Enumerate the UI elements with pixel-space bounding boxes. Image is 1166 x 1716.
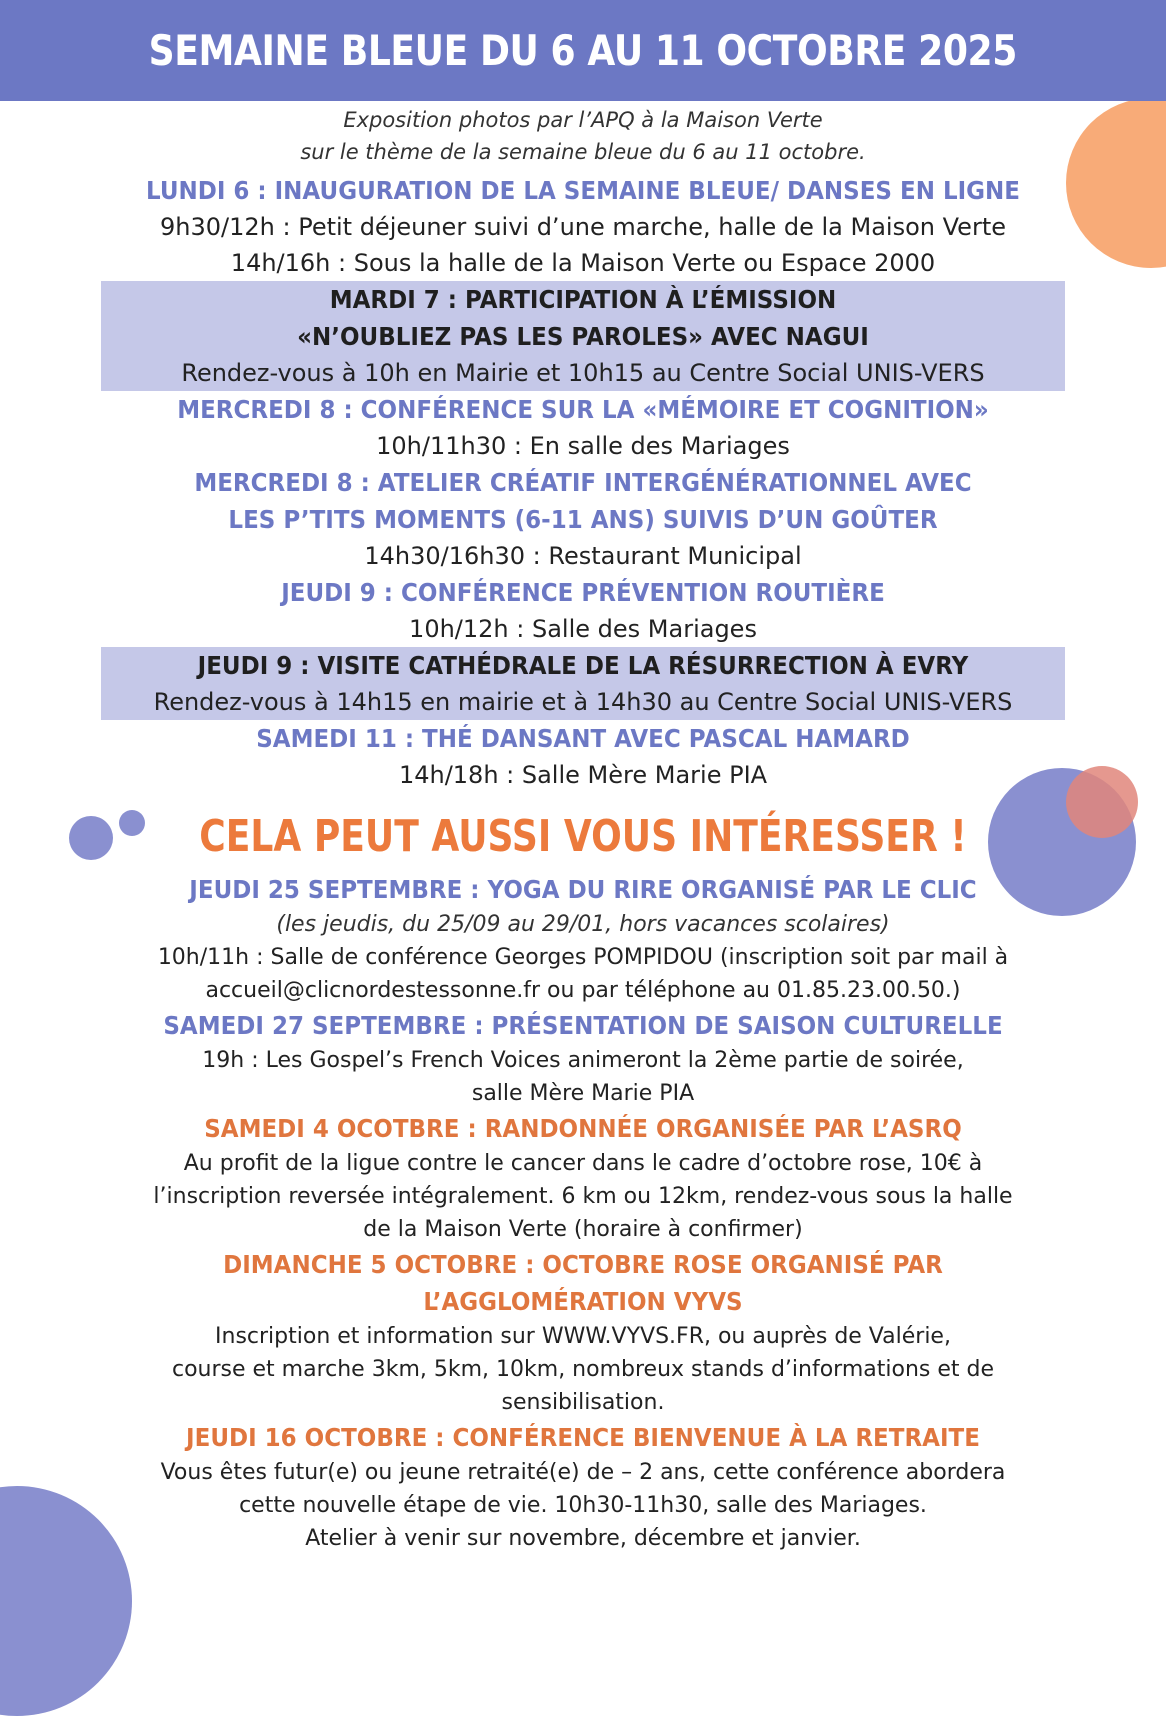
event-detail: l’inscription reversée intégralement. 6 km ou 12km, rendez-vous sous la halle: [153, 1184, 1013, 1209]
event-title: JEUDI 16 OCTOBRE : CONFÉRENCE BIENVENUE À LA RETRAITE: [186, 1423, 980, 1452]
event-detail: Vous êtes futur(e) ou jeune retraité(e) de – 2 ans, cette conférence abordera: [160, 1460, 1006, 1485]
event-detail: de la Maison Verte (horaire à confirmer): [363, 1217, 803, 1242]
event-title: MARDI 7 : PARTICIPATION À L’ÉMISSION: [329, 285, 837, 314]
event-title: L’AGGLOMÉRATION VYVS: [423, 1287, 743, 1316]
event-detail: 14h/18h : Salle Mère Marie PIA: [398, 761, 768, 789]
event-title: JEUDI 9 : VISITE CATHÉDRALE DE LA RÉSURRECTION À EVRY: [197, 651, 969, 680]
event-title: MERCREDI 8 : CONFÉRENCE SUR LA «MÉMOIRE ET COGNITION»: [177, 395, 989, 424]
event-detail: Atelier à venir sur novembre, décembre et janvier.: [305, 1526, 861, 1551]
event-lundi: [0, 172, 1166, 281]
event-mardi-highlight: [101, 281, 1065, 391]
event-detail: 14h/16h : Sous la halle de la Maison Verte ou Espace 2000: [230, 249, 936, 277]
interest-saison: [0, 1007, 1166, 1110]
event-jeudi-visite-highlight: [101, 647, 1065, 720]
event-detail: Au profit de la ligue contre le cancer dans le cadre d’octobre rose, 10€ à: [183, 1151, 983, 1176]
event-detail: sensibilisation.: [501, 1390, 665, 1415]
event-title: LES P’TITS MOMENTS (6-11 ANS) SUIVIS D’UN GOÛTER: [228, 505, 938, 534]
event-title: MERCREDI 8 : ATELIER CRÉATIF INTERGÉNÉRATIONNEL AVEC: [194, 468, 972, 497]
event-detail: accueil@clicnordestessonne.fr ou par téléphone au 01.85.23.00.50.): [205, 978, 961, 1003]
event-detail: 10h/11h30 : En salle des Mariages: [376, 432, 790, 460]
event-detail: 9h30/12h : Petit déjeuner suivi d’une marche, halle de la Maison Verte: [160, 213, 1006, 241]
event-note: (les jeudis, du 25/09 au 29/01, hors vacances scolaires): [276, 912, 890, 937]
event-title: JEUDI 9 : CONFÉRENCE PRÉVENTION ROUTIÈRE: [281, 578, 885, 607]
event-detail: cette nouvelle étape de vie. 10h30-11h30, salle des Mariages.: [239, 1493, 927, 1518]
interest-heading: CELA PEUT AUSSI VOUS INTÉRESSER !: [199, 811, 967, 862]
event-detail: 14h30/16h30 : Restaurant Municipal: [364, 542, 802, 570]
event-detail: salle Mère Marie PIA: [471, 1081, 695, 1106]
event-samedi: [0, 720, 1166, 793]
event-mercredi-conference: [0, 391, 1166, 464]
event-detail: Rendez-vous à 14h15 en mairie et à 14h30 au Centre Social UNIS-VERS: [153, 688, 1013, 716]
interest-octobre-rose: [0, 1246, 1166, 1419]
event-mercredi-atelier: [0, 464, 1166, 574]
event-title: SAMEDI 27 SEPTEMBRE : PRÉSENTATION DE SAISON CULTURELLE: [163, 1011, 1003, 1040]
event-detail: 10h/11h : Salle de conférence Georges POMPIDOU (inscription soit par mail à: [157, 945, 1009, 970]
header-band: [0, 0, 1166, 101]
intro-line: sur le thème de la semaine bleue du 6 au 11 octobre.: [300, 140, 866, 164]
event-detail: 19h : Les Gospel’s French Voices animeront la 2ème partie de soirée,: [202, 1048, 964, 1073]
interest-retraite: [0, 1419, 1166, 1555]
event-detail: Rendez-vous à 10h en Mairie et 10h15 au Centre Social UNIS-VERS: [181, 359, 985, 387]
event-title: SAMEDI 11 : THÉ DANSANT AVEC PASCAL HAMARD: [256, 724, 910, 753]
event-detail: 10h/12h : Salle des Mariages: [409, 615, 757, 643]
event-title: «N’OUBLIEZ PAS LES PAROLES» AVEC NAGUI: [297, 322, 869, 351]
event-detail: course et marche 3km, 5km, 10km, nombreux stands d’informations et de: [171, 1357, 994, 1382]
interest-yoga: [0, 871, 1166, 1007]
event-title: JEUDI 25 SEPTEMBRE : YOGA DU RIRE ORGANISÉ PAR LE CLIC: [189, 875, 977, 904]
page-title: SEMAINE BLEUE DU 6 AU 11 OCTOBRE 2025: [148, 26, 1018, 75]
event-detail: Inscription et information sur WWW.VYVS.FR, ou auprès de Valérie,: [215, 1324, 951, 1349]
flyer-content: [0, 104, 1166, 1555]
event-title: DIMANCHE 5 OCTOBRE : OCTOBRE ROSE ORGANISÉ PAR: [223, 1250, 943, 1279]
event-jeudi-conference: [0, 574, 1166, 647]
interest-rando: [0, 1110, 1166, 1246]
event-title: SAMEDI 4 OCOTBRE : RANDONNÉE ORGANISÉE PAR L’ASRQ: [204, 1114, 962, 1143]
event-title: LUNDI 6 : INAUGURATION DE LA SEMAINE BLEUE/ DANSES EN LIGNE: [145, 176, 1021, 205]
intro-line: Exposition photos par l’APQ à la Maison Verte: [343, 108, 823, 132]
